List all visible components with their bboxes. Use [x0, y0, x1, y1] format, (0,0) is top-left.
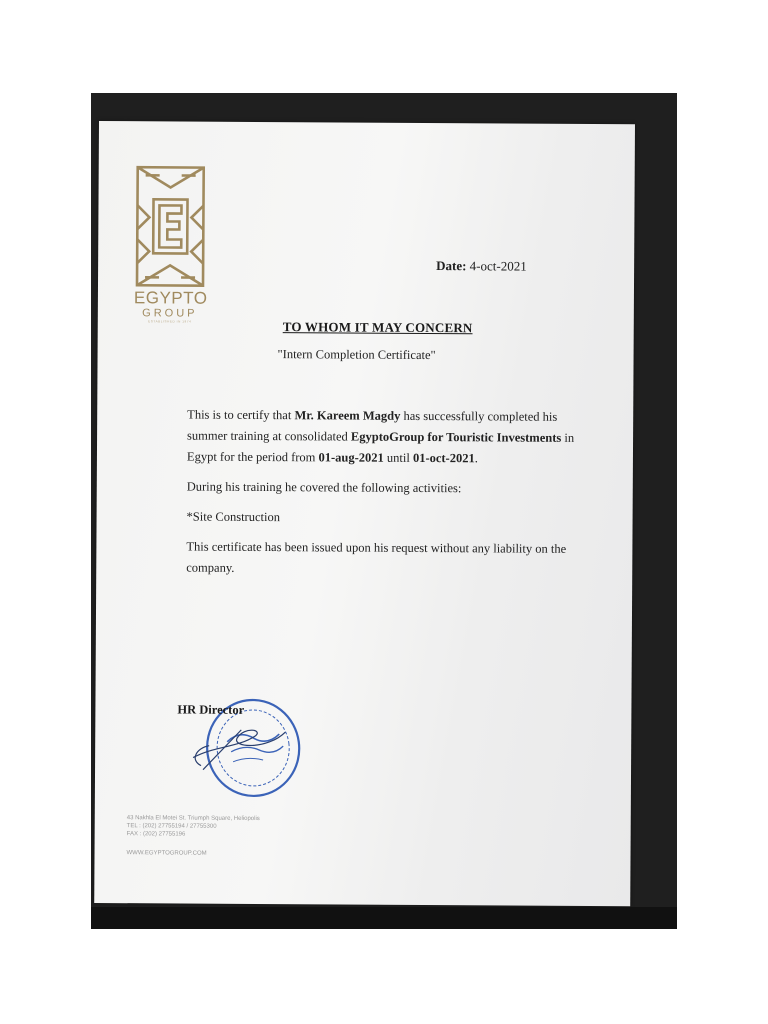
date-label: Date:: [436, 258, 467, 274]
intern-name: Mr. Kareem Magdy: [294, 408, 401, 423]
certify-text-4: until: [383, 450, 414, 465]
certify-text-5: .: [474, 451, 478, 466]
date-value: 4-oct-2021: [469, 258, 527, 274]
footer-fax: FAX : (202) 27755196: [126, 831, 186, 838]
certify-text-2: has successfully completed his summer training at consolidated: [187, 408, 558, 444]
letter-footer: [127, 814, 260, 858]
footer-address: 43 Nakhla El Motei St. Triumph Square, Heliopolis: [126, 815, 260, 822]
certify-text-1: This is to certify that: [187, 407, 295, 423]
activity-item: *Site Construction: [186, 509, 281, 525]
period-start: 01-aug-2021: [318, 450, 384, 465]
document-photo: [91, 93, 677, 929]
letter-date: [436, 258, 527, 275]
letter-subheading: "Intern Completion Certificate": [277, 347, 436, 363]
letter-body: [186, 405, 587, 590]
letter-heading: TO WHOM IT MAY CONCERN: [282, 319, 473, 336]
footer-tel: TEL : (202) 27755194 / 27755300: [126, 823, 217, 830]
company-name: EgyptoGroup for Touristic Investments: [350, 429, 562, 445]
logo-tagline: ESTABLISHED IN 1974: [148, 319, 192, 324]
company-logo: [134, 165, 207, 324]
certify-text-3: in Egypt for the period from: [186, 430, 575, 465]
liability-paragraph: This certificate has been issued upon his request without any liability on the company.: [186, 539, 567, 575]
certify-paragraph: [187, 405, 587, 470]
hr-director-signatory: HR Director: [177, 702, 245, 717]
footer-website: WWW.EGYPTOGROUP.COM: [126, 850, 207, 857]
activities-intro: During his training he covered the following activities:: [186, 479, 462, 496]
logo-name-text: EGYPTO: [133, 288, 208, 308]
egypto-emblem-icon: [135, 165, 206, 287]
period-end: 01-oct-2021: [412, 450, 475, 466]
logo-sub-text: GROUP: [142, 307, 198, 320]
photo-bottom-band: [91, 907, 677, 929]
certificate-paper: [94, 121, 635, 906]
